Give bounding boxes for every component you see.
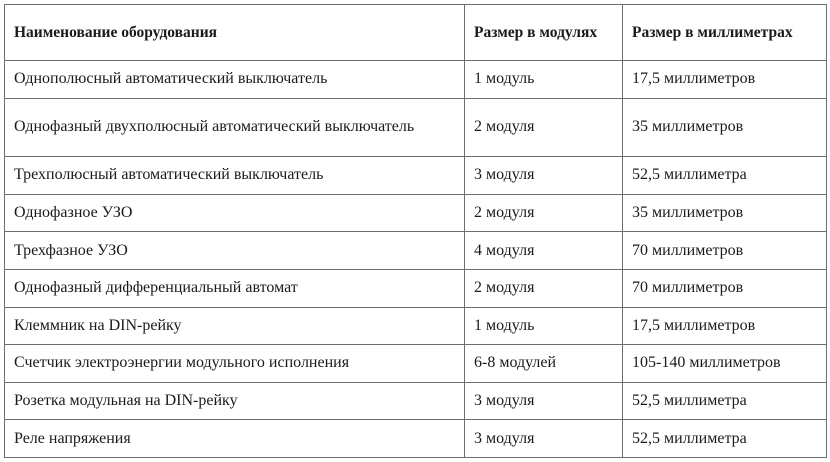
cell-size-mm: 70 миллиметров bbox=[623, 232, 827, 270]
cell-equipment-name: Клеммник на DIN-рейку bbox=[5, 307, 465, 345]
table-row bbox=[5, 232, 827, 270]
cell-size-modules: 6-8 модулей bbox=[465, 345, 623, 383]
equipment-size-table bbox=[4, 4, 827, 458]
cell-size-mm: 35 миллиметров bbox=[623, 98, 827, 157]
table-row bbox=[5, 269, 827, 307]
table-row bbox=[5, 194, 827, 232]
cell-equipment-name: Однофазный дифференциальный автомат bbox=[5, 269, 465, 307]
cell-equipment-name: Счетчик электроэнергии модульного исполнения bbox=[5, 345, 465, 383]
table-header-row bbox=[5, 5, 827, 61]
cell-size-mm: 17,5 миллиметров bbox=[623, 307, 827, 345]
cell-size-modules: 3 модуля bbox=[465, 157, 623, 195]
cell-size-modules: 4 модуля bbox=[465, 232, 623, 270]
cell-equipment-name: Реле напряжения bbox=[5, 420, 465, 458]
cell-equipment-name: Трехполюсный автоматический выключатель bbox=[5, 157, 465, 195]
cell-equipment-name: Однополюсный автоматический выключатель bbox=[5, 61, 465, 99]
header-size-mm: Размер в миллиметрах bbox=[623, 5, 827, 61]
cell-equipment-name: Розетка модульная на DIN-рейку bbox=[5, 382, 465, 420]
table-row bbox=[5, 382, 827, 420]
table-row bbox=[5, 61, 827, 99]
cell-size-mm: 52,5 миллиметра bbox=[623, 382, 827, 420]
cell-size-modules: 3 модуля bbox=[465, 382, 623, 420]
cell-equipment-name: Трехфазное УЗО bbox=[5, 232, 465, 270]
table-row bbox=[5, 345, 827, 383]
cell-size-modules: 2 модуля bbox=[465, 98, 623, 157]
document-sheet bbox=[4, 4, 826, 458]
header-size-modules: Размер в модулях bbox=[465, 5, 623, 61]
table-row bbox=[5, 307, 827, 345]
cell-size-modules: 2 модуля bbox=[465, 269, 623, 307]
table-row bbox=[5, 98, 827, 157]
cell-size-mm: 52,5 миллиметра bbox=[623, 157, 827, 195]
cell-size-mm: 105-140 миллиметров bbox=[623, 345, 827, 383]
cell-size-modules: 1 модуль bbox=[465, 307, 623, 345]
cell-size-modules: 2 модуля bbox=[465, 194, 623, 232]
cell-equipment-name: Однофазный двухполюсный автоматический выключатель bbox=[5, 98, 465, 157]
table-row bbox=[5, 157, 827, 195]
cell-size-mm: 70 миллиметров bbox=[623, 269, 827, 307]
cell-equipment-name: Однофазное УЗО bbox=[5, 194, 465, 232]
table-row bbox=[5, 420, 827, 458]
cell-size-modules: 3 модуля bbox=[465, 420, 623, 458]
cell-size-mm: 52,5 миллиметра bbox=[623, 420, 827, 458]
cell-size-mm: 35 миллиметров bbox=[623, 194, 827, 232]
cell-size-mm: 17,5 миллиметров bbox=[623, 61, 827, 99]
header-equipment-name: Наименование оборудования bbox=[5, 5, 465, 61]
cell-size-modules: 1 модуль bbox=[465, 61, 623, 99]
